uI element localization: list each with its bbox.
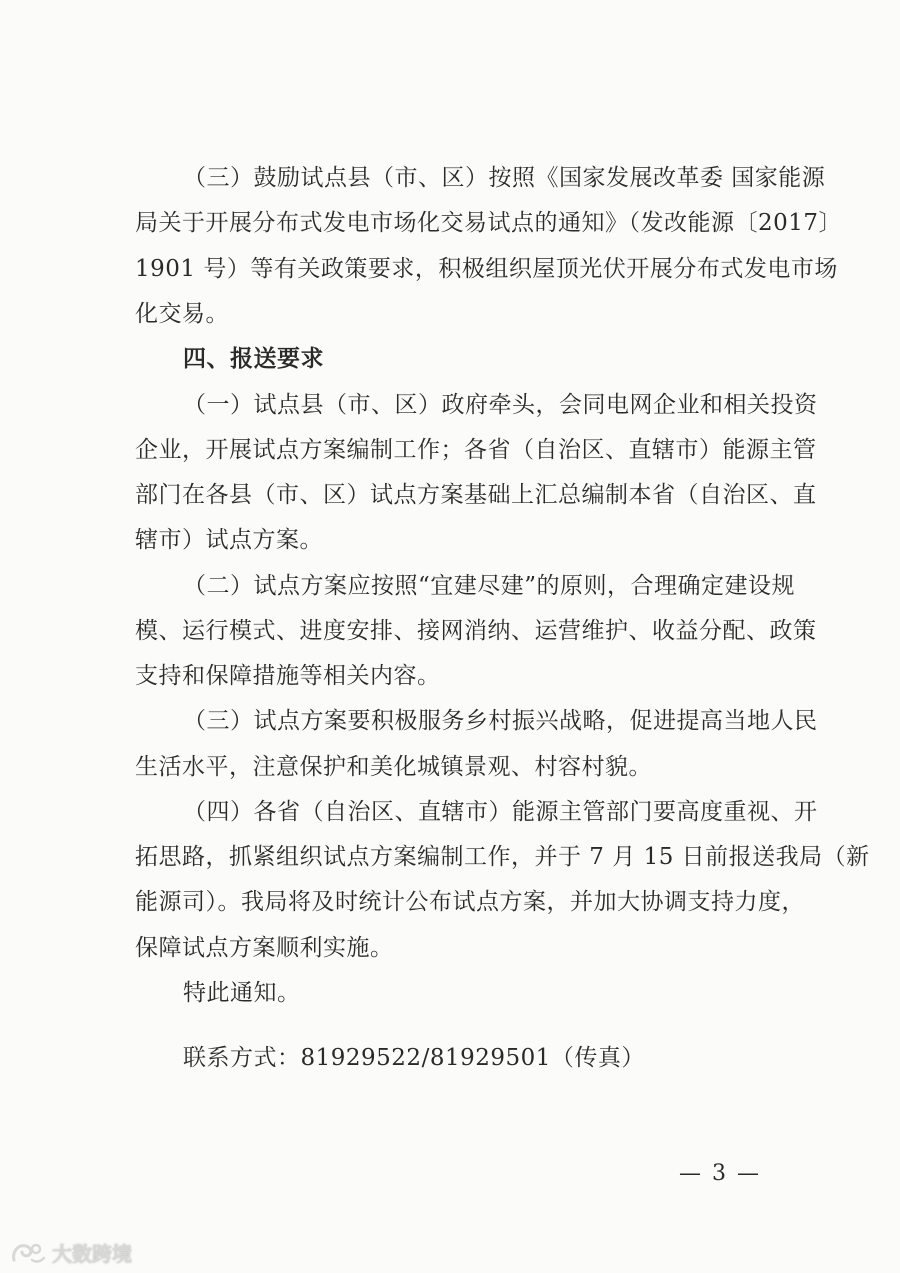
paragraph-2-line-3: 部门在各县（市、区）试点方案基础上汇总编制本省（自治区、直 — [135, 482, 817, 508]
paragraph-5-line-3: 能源司）。我局将及时统计公布试点方案，并加大协调支持力度， — [135, 889, 805, 915]
paragraph-2-line-4: 辖市）试点方案。 — [135, 527, 323, 553]
paragraph-5-line-1: （四）各省（自治区、直辖市）能源主管部门要高度重视、开 — [183, 799, 818, 825]
paragraph-3-line-1: （二）试点方案应按照“宜建尽建”的原则，合理确定建设规 — [183, 573, 796, 599]
contact-info: 联系方式：81929522/81929501（传真） — [183, 1045, 645, 1071]
page-number: — 3 — — [679, 1161, 761, 1186]
paragraph-2-line-2: 企业，开展试点方案编制工作；各省（自治区、直辖市）能源主管 — [135, 437, 817, 463]
brand-logo-icon — [10, 1240, 46, 1266]
paragraph-3-line-3: 支持和保障措施等相关内容。 — [135, 663, 441, 689]
closing-line: 特此通知。 — [183, 980, 301, 1006]
paragraph-5-line-2: 拓思路，抓紧组织试点方案编制工作，并于 7 月 15 日前报送我局（新 — [135, 844, 870, 870]
section-heading-4: 四、报送要求 — [183, 346, 324, 372]
paragraph-4-line-1: （三）试点方案要积极服务乡村振兴战略，促进提高当地人民 — [183, 708, 818, 734]
paragraph-1-line-3: 1901 号）等有关政策要求，积极组织屋顶光伏开展分布式发电市场 — [135, 256, 838, 282]
paragraph-1-line-4: 化交易。 — [135, 301, 229, 327]
paragraph-4-line-2: 生活水平，注意保护和美化城镇景观、村容村貌。 — [135, 754, 652, 780]
watermark-text: 大数跨境 — [52, 1242, 132, 1266]
paragraph-2-line-1: （一）试点县（市、区）政府牵头，会同电网企业和相关投资 — [183, 392, 818, 418]
paragraph-1-line-1: （三）鼓励试点县（市、区）按照《国家发展改革委 国家能源 — [183, 165, 826, 191]
paragraph-3-line-2: 模、运行模式、进度安排、接网消纳、运营维护、收益分配、政策 — [135, 618, 817, 644]
watermark — [10, 1238, 132, 1267]
paragraph-1-line-2: 局关于开展分布式发电市场化交易试点的通知》（发改能源〔2017〕 — [135, 210, 843, 236]
paragraph-5-line-4: 保障试点方案顺利实施。 — [135, 935, 394, 961]
